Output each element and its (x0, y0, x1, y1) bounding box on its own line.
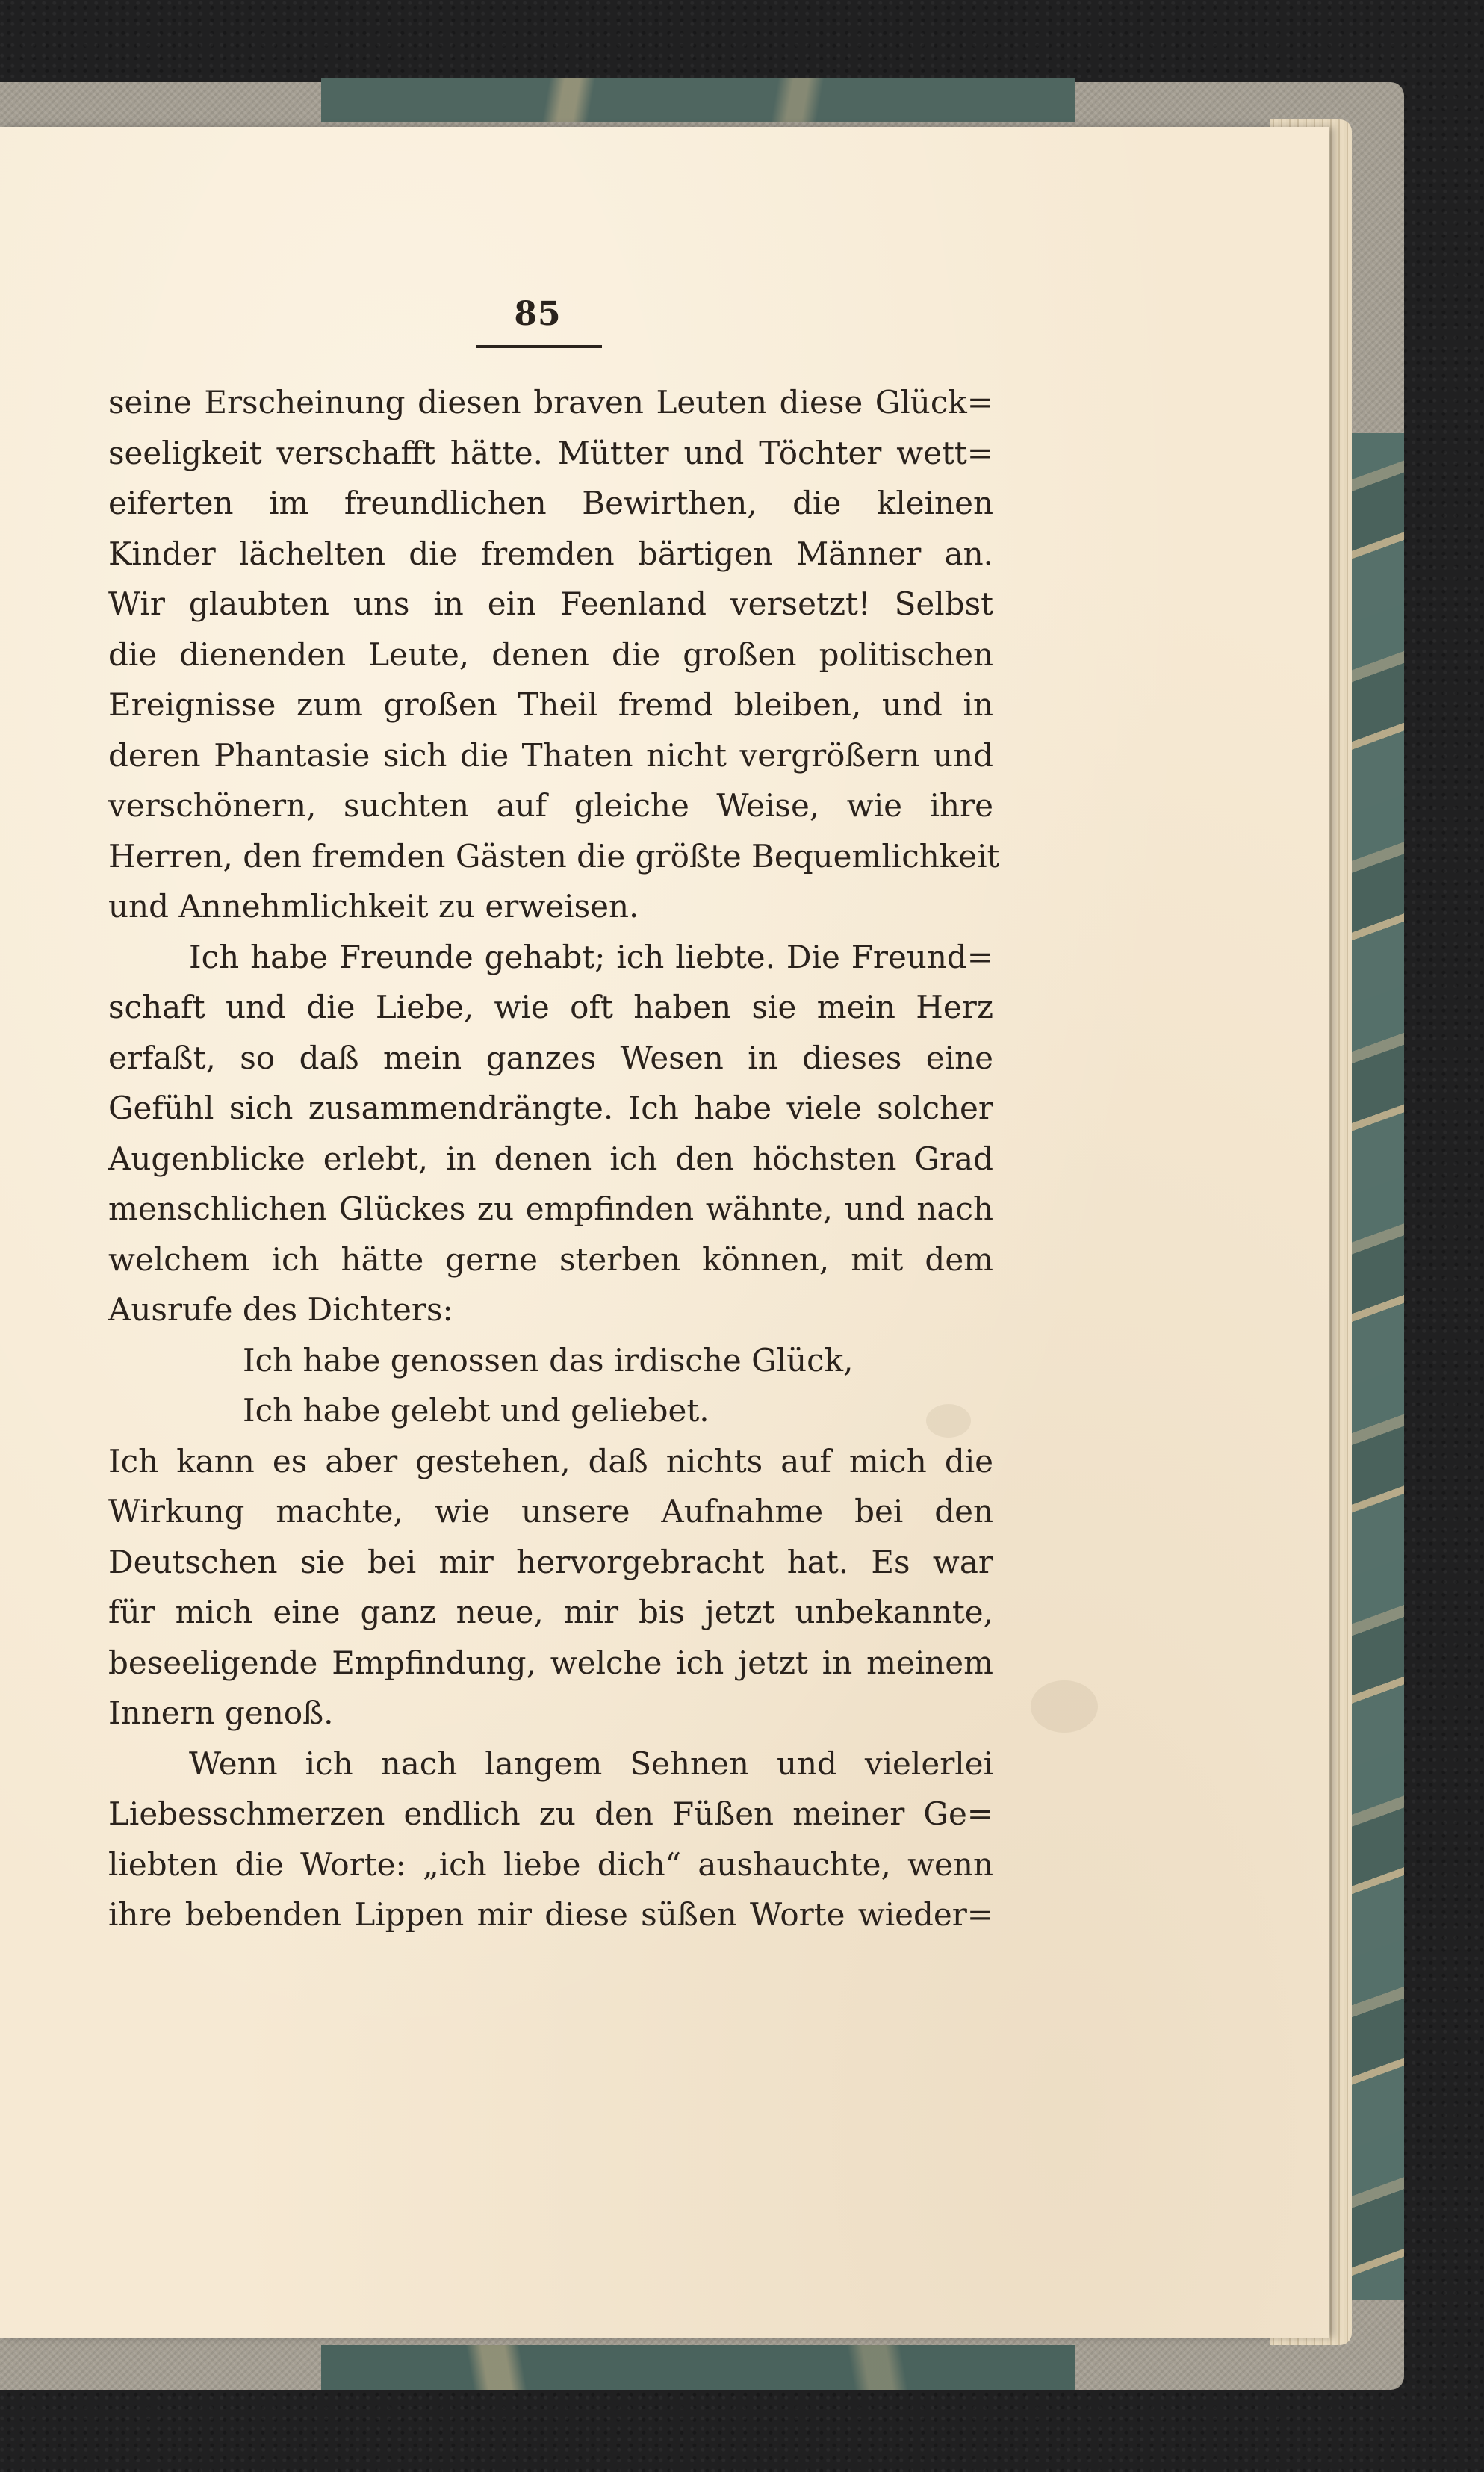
text-line: und Annehmlichkeit zu erweisen. (108, 888, 639, 925)
text-line: Herren, den fremden Gästen die größte Bequemlichkeit (108, 837, 1000, 875)
text-line: Deutschen sie bei mir hervorgebracht hat. Es war (108, 1543, 993, 1580)
text-line: seeligkeit verschafft hätte. Mütter und Töchter wett= (108, 434, 993, 471)
text-line: Wenn ich nach langem Sehnen und vielerlei (189, 1745, 993, 1782)
text-line: seine Erscheinung diesen braven Leuten diese Glück= (108, 384, 993, 420)
text-line: verschönern, suchten auf gleiche Weise, wie ihre (108, 787, 993, 824)
text-line: erfaßt, so daß mein ganzes Wesen in dieses eine (108, 1039, 993, 1076)
text-line: Ereignisse zum großen Theil fremd bleiben, und in (108, 686, 993, 723)
text-line: Ich habe Freunde gehabt; ich liebte. Die Freund= (189, 938, 993, 975)
text-line: für mich eine ganz neue, mir bis jetzt unbekannte, (108, 1594, 993, 1630)
text-line: schaft und die Liebe, wie oft haben sie mein Herz (108, 989, 993, 1025)
text-line: beseeligende Empfindung, welche ich jetzt in meinem (108, 1644, 993, 1681)
text-line: deren Phantasie sich die Thaten nicht vergrößern und (108, 736, 993, 774)
marbled-cover-top (321, 78, 1075, 122)
verse-line: Ich habe genossen das irdische Glück, (243, 1341, 854, 1379)
paper-stain (1031, 1680, 1098, 1733)
text-line: Wirkung machte, wie unsere Aufnahme bei den (108, 1493, 993, 1530)
text-line: liebten die Worte: „ich liebe dich“ aushauchte, wenn (108, 1845, 993, 1883)
text-line: welchem ich hätte gerne sterben können, mit dem (108, 1240, 993, 1278)
text-line: Liebesschmerzen endlich zu den Füßen meiner Ge= (108, 1795, 993, 1832)
text-line: Gefühl sich zusammendrängte. Ich habe viele solcher (108, 1090, 993, 1126)
text-line: eiferten im freundlichen Bewirthen, die kleinen (108, 485, 993, 521)
text-line: Ich kann es aber gestehen, daß nichts auf mich die (108, 1442, 993, 1479)
text-line: Ausrufe des Dichters: (108, 1291, 453, 1328)
page-number: 85 (514, 295, 562, 333)
text-line: menschlichen Glückes zu empfinden wähnte, und nach (108, 1190, 993, 1227)
text-line: ihre bebenden Lippen mir diese süßen Worte wieder= (108, 1896, 993, 1933)
body-text (108, 377, 1000, 1940)
marbled-cover-right (1348, 433, 1404, 2300)
text-line: Wir glaubten uns in ein Feenland versetzt! Selbst (108, 586, 993, 622)
text-line: Innern genoß. (108, 1695, 334, 1731)
text-line: Augenblicke erlebt, in denen ich den höchsten Grad (108, 1140, 993, 1177)
text-line: Kinder lächelten die fremden bärtigen Männer an. (108, 535, 993, 572)
page-number-rule (476, 345, 602, 348)
marbled-cover-bottom (321, 2345, 1075, 2390)
verse-line: Ich habe gelebt und geliebet. (243, 1392, 710, 1429)
text-line: die dienenden Leute, denen die großen politischen (108, 636, 993, 673)
